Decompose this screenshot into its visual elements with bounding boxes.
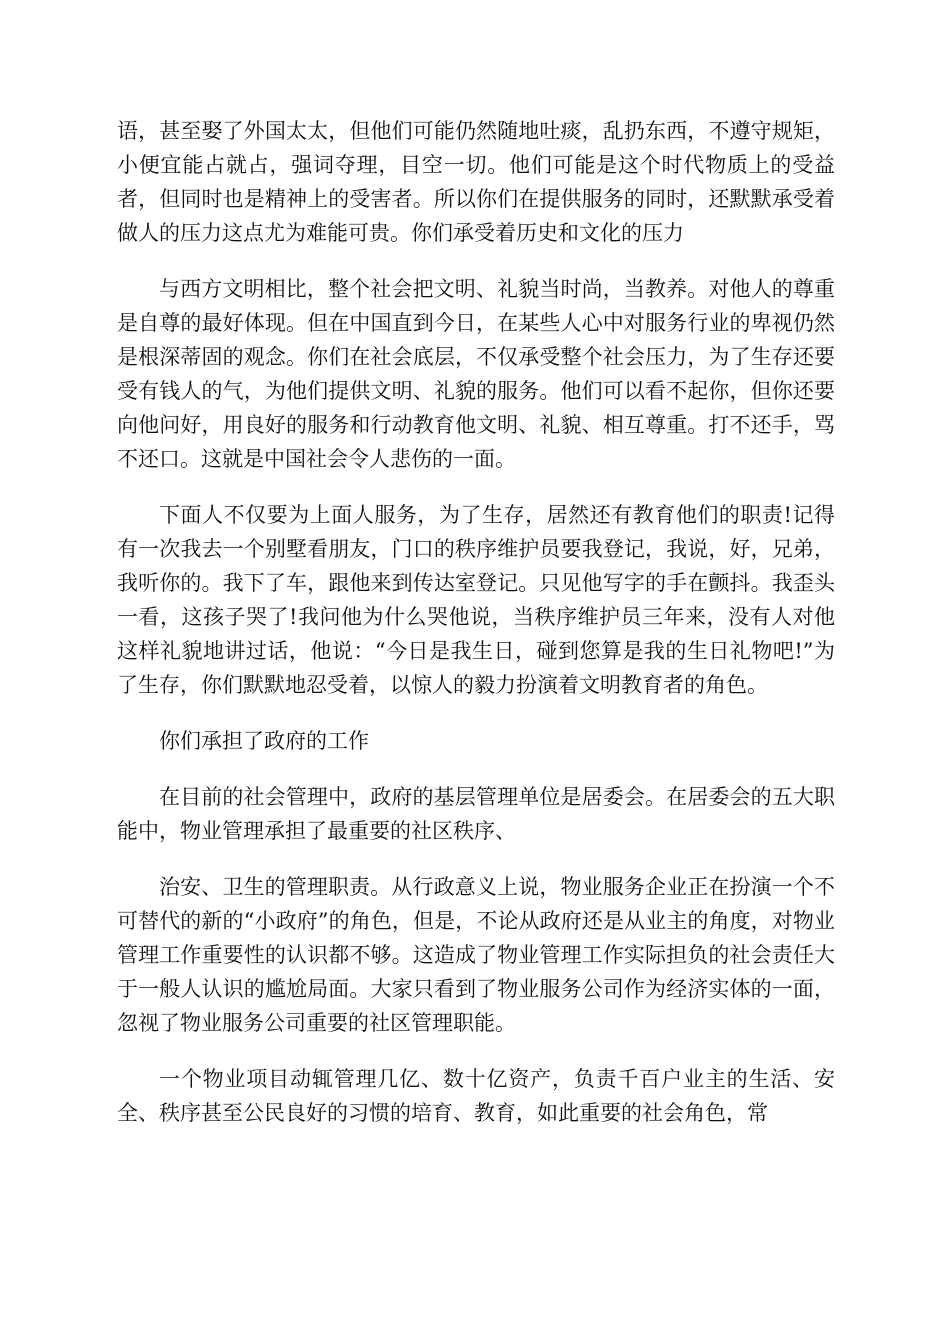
section-heading: 你们承担了政府的工作 [159,729,369,753]
paragraph-2: 与西方文明相比，整个社会把文明、礼貌当时尚，当教养。对他人的尊重是自尊的最好体现。但在中国直到今日，在某些人心中对服务行业的卑视仍然是根深蒂固的观念。你们在社会底层，不仅承受整个社会压力，为了生存还要受有钱人的气，为他们提供文明、礼貌的服务。他们可以看不起你，但你还要向他问好，用良好的服务和行动教育他文明、礼貌、相互尊重。打不还手，骂不还口。这就是中国社会令人悲伤的一面。 [117,277,835,471]
paragraph-1: 语，甚至娶了外国太太，但他们可能仍然随地吐痰，乱扔东西，不遵守规矩，小便宜能占就占，强词夺理，目空一切。他们可能是这个时代物质上的受益者，但同时也是精神上的受害者。所以你们在提供服务的同时，还默默承受着做人的压力这点尤为难能可贵。你们承受着历史和文化的压力 [117,119,835,245]
document-page [117,114,835,1152]
paragraph-6: 一个物业项目动辄管理几亿、数十亿资产，负责千百户业主的生活、安全、秩序甚至公民良好的习惯的培育、教育，如此重要的社会角色，常 [117,1067,835,1125]
paragraph-5: 治安、卫生的管理职责。从行政意义上说，物业服务企业正在扮演一个不可替代的新的“小政府”的角色，但是，不论从政府还是从业主的角度，对物业管理工作重要性的认识都不够。这造成了物业管理工作实际担负的社会责任大于一般人认识的尴尬局面。大家只看到了物业服务公司作为经济实体的一面，忽视了物业服务公司重要的社区管理职能。 [117,875,835,1035]
paragraph-4: 在目前的社会管理中，政府的基层管理单位是居委会。在居委会的五大职能中，物业管理承担了最重要的社区秩序、 [117,785,835,843]
paragraph-3: 下面人不仅要为上面人服务，为了生存，居然还有教育他们的职责!记得有一次我去一个别墅看朋友，门口的秩序维护员要我登记，我说，好，兄弟，我听你的。我下了车，跟他来到传达室登记。只见他写字的手在颤抖。我歪头一看，这孩子哭了!我问他为什么哭他说，当秩序维护员三年来，没有人对他这样礼貌地讲过话，他说：“今日是我生日，碰到您算是我的生日礼物吧!”为了生存，你们默默地忍受着，以惊人的毅力扮演着文明教育者的角色。 [117,503,835,697]
